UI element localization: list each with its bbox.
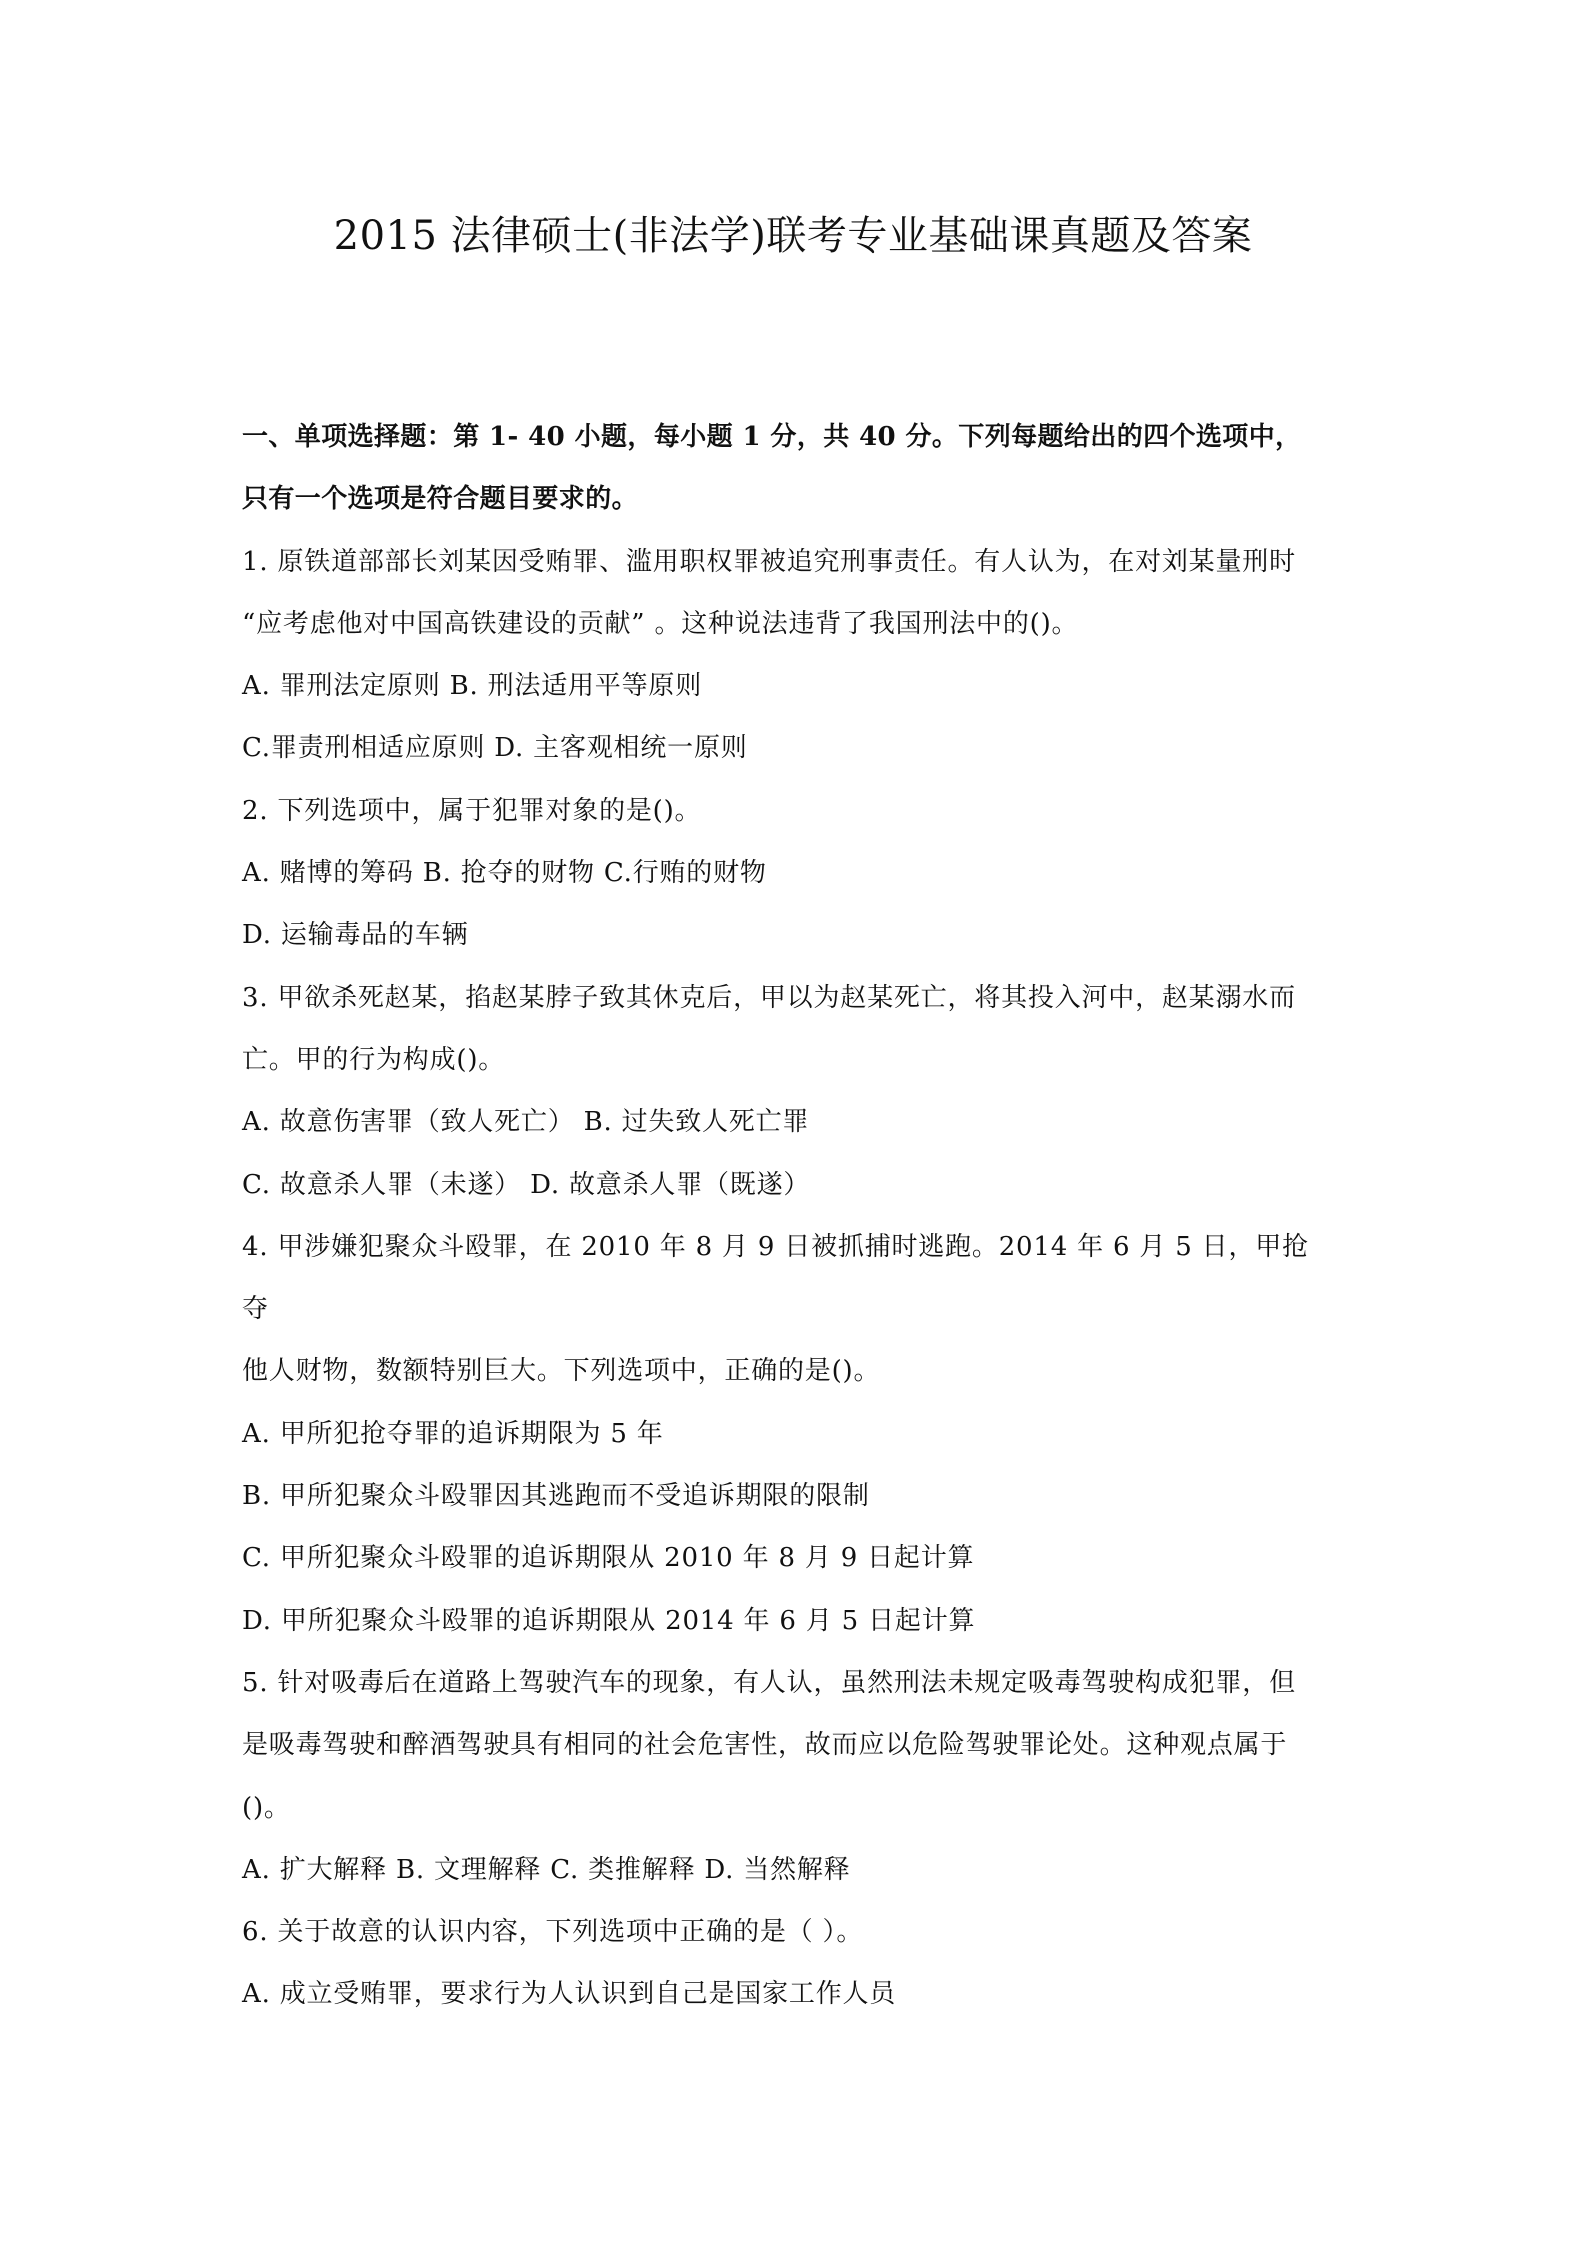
question-4-option: D. 甲所犯聚众斗殴罪的追诉期限从 2014 年 6 月 5 日起计算 [242,1605,976,1636]
document-body [242,406,1352,2026]
question-4-stem: 4. 甲涉嫌犯聚众斗殴罪，在 2010 年 8 月 9 日被抓捕时逃跑。2014 年 6 月 5 日，甲抢 [242,1231,1309,1262]
question-1-options: C.罪责刑相适应原则 D. 主客观相统一原则 [242,733,748,764]
question-1-options: A. 罪刑法定原则 B. 刑法适用平等原则 [242,671,703,702]
question-3-options: A. 故意伤害罪（致人死亡） B. 过失致人死亡罪 [242,1107,810,1138]
question-4-option: B. 甲所犯聚众斗殴罪因其逃跑而不受追诉期限的限制 [242,1481,870,1512]
question-3-stem: 亡。甲的行为构成()。 [242,1044,506,1075]
section-heading-line: 只有一个选项是符合题目要求的。 [242,484,639,515]
question-6-option: A. 成立受贿罪，要求行为人认识到自己是国家工作人员 [242,1979,897,2010]
question-4-stem: 他人财物，数额特别巨大。下列选项中，正确的是()。 [242,1356,881,1387]
question-3-stem: 3. 甲欲杀死赵某，掐赵某脖子致其休克后，甲以为赵某死亡，将其投入河中，赵某溺水而 [242,982,1296,1013]
question-5-stem: ()。 [242,1792,291,1823]
question-6-stem: 6. 关于故意的认识内容，下列选项中正确的是（ ）。 [242,1917,864,1948]
question-3-options: C. 故意杀人罪（未遂） D. 故意杀人罪（既遂） [242,1169,811,1200]
question-4-option: A. 甲所犯抢夺罪的追诉期限为 5 年 [242,1418,664,1449]
section-heading-line: 一、单项选择题：第 1- 40 小题，每小题 1 分，共 40 分。下列每题给出的四个选项中， [242,422,1302,452]
question-4-option: C. 甲所犯聚众斗殴罪的追诉期限从 2010 年 8 月 9 日起计算 [242,1543,975,1574]
question-5-stem: 5. 针对吸毒后在道路上驾驶汽车的现象，有人认，虽然刑法未规定吸毒驾驶构成犯罪，但 [242,1667,1296,1698]
question-5-stem: 是吸毒驾驶和醉酒驾驶具有相同的社会危害性，故而应以危险驾驶罪论处。这种观点属于 [242,1730,1288,1761]
question-1-stem: 1. 原铁道部部长刘某因受贿罪、滥用职权罪被追究刑事责任。有人认为，在对刘某量刑时 [242,546,1296,577]
question-2-options: A. 赌博的筹码 B. 抢夺的财物 C.行贿的财物 [242,858,767,889]
document-title: 2015 法律硕士(非法学)联考专业基础课真题及答案 [333,213,1253,259]
question-4-stem: 夺 [242,1294,269,1325]
question-2-stem: 2. 下列选项中，属于犯罪对象的是()。 [242,795,702,826]
question-2-options: D. 运输毒品的车辆 [242,920,469,951]
question-5-options: A. 扩大解释 B. 文理解释 C. 类推解释 D. 当然解释 [242,1854,851,1885]
question-1-stem: “应考虑他对中国高铁建设的贡献” 。这种说法违背了我国刑法中的()。 [242,608,1079,639]
